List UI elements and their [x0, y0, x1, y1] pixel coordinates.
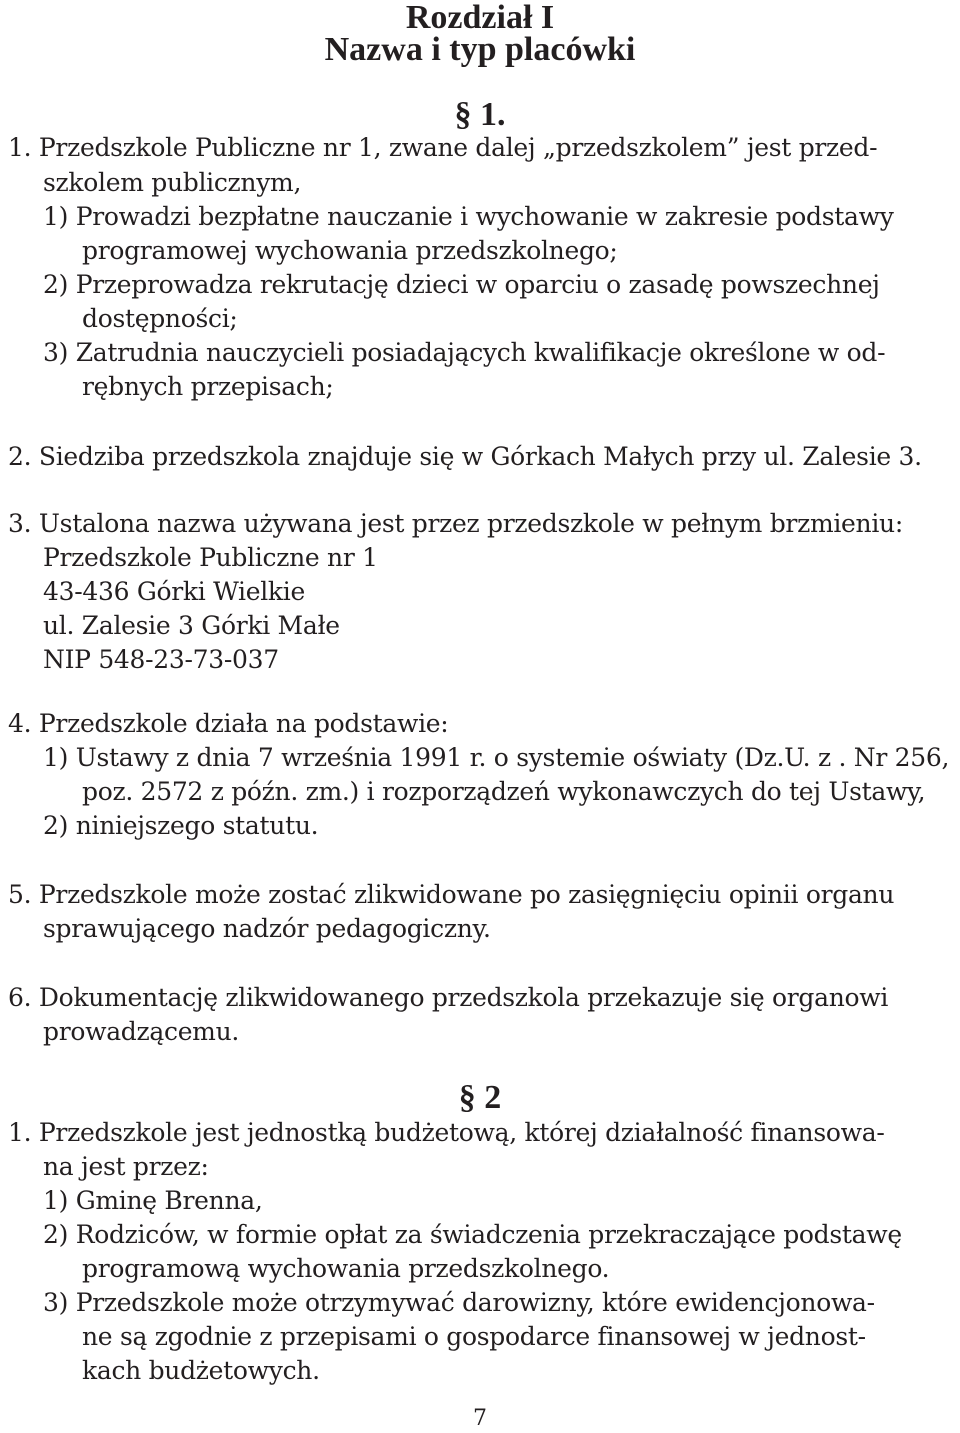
- text-line: 1. Przedszkole Publiczne nr 1, zwane dalej „przedszkolem” jest przed-: [8, 133, 878, 162]
- text-line: 3. Ustalona nazwa używana jest przez przedszkole w pełnym brzmieniu:: [8, 509, 903, 538]
- text-line: Przedszkole Publiczne nr 1: [43, 543, 378, 572]
- text-line: 5. Przedszkole może zostać zlikwidowane po zasięgnięciu opinii organu: [8, 880, 895, 909]
- text-line: 1) Gminę Brenna,: [43, 1186, 263, 1215]
- text-line: szkolem publicznym,: [43, 168, 302, 197]
- text-line: dostępności;: [82, 304, 238, 333]
- text-line: ne są zgodnie z przepisami o gospodarce finansowej w jednost-: [82, 1322, 866, 1351]
- text-line: 6. Dokumentację zlikwidowanego przedszkola przekazuje się organowi: [8, 983, 889, 1012]
- text-line: 1. Przedszkole jest jednostką budżetową, której działalność finansowa-: [8, 1118, 885, 1147]
- text-line: 2) niniejszego statutu.: [43, 811, 319, 840]
- text-line: 4. Przedszkole działa na podstawie:: [8, 709, 449, 738]
- text-line: sprawującego nadzór pedagogiczny.: [43, 914, 491, 943]
- text-line: 1) Ustawy z dnia 7 września 1991 r. o systemie oświaty (Dz.U. z . Nr 256,: [43, 743, 950, 772]
- text-line: poz. 2572 z późn. zm.) i rozporządzeń wykonawczych do tej Ustawy,: [82, 777, 926, 806]
- text-line: 3) Zatrudnia nauczycieli posiadających kwalifikacje określone w od-: [43, 338, 886, 367]
- section-2-mark: § 2: [458, 1079, 502, 1116]
- text-line: prowadzącemu.: [43, 1017, 240, 1046]
- text-line: programową wychowania przedszkolnego.: [82, 1254, 610, 1283]
- text-line: na jest przez:: [43, 1152, 209, 1181]
- text-line: kach budżetowych.: [82, 1356, 320, 1385]
- section-1-mark: § 1.: [454, 96, 506, 133]
- text-line: 43-436 Górki Wielkie: [43, 577, 305, 606]
- text-line: rębnych przepisach;: [82, 372, 334, 401]
- page-number: 7: [473, 1406, 487, 1431]
- text-line: 1) Prowadzi bezpłatne nauczanie i wychowanie w zakresie podstawy: [43, 202, 894, 231]
- chapter-subtitle: Nazwa i typ placówki: [324, 31, 636, 68]
- text-line: 2) Przeprowadza rekrutację dzieci w oparciu o zasadę powszechnej: [43, 270, 880, 299]
- text-line: programowej wychowania przedszkolnego;: [82, 236, 618, 265]
- text-line: 2) Rodziców, w formie opłat za świadczenia przekraczające podstawę: [43, 1220, 902, 1249]
- text-line: 3) Przedszkole może otrzymywać darowizny, które ewidencjonowa-: [43, 1288, 875, 1317]
- text-line: NIP 548-23-73-037: [43, 645, 279, 674]
- chapter-title: Rozdział I: [405, 0, 555, 36]
- text-line: ul. Zalesie 3 Górki Małe: [43, 611, 340, 640]
- text-line: 2. Siedziba przedszkola znajduje się w Górkach Małych przy ul. Zalesie 3.: [8, 442, 922, 471]
